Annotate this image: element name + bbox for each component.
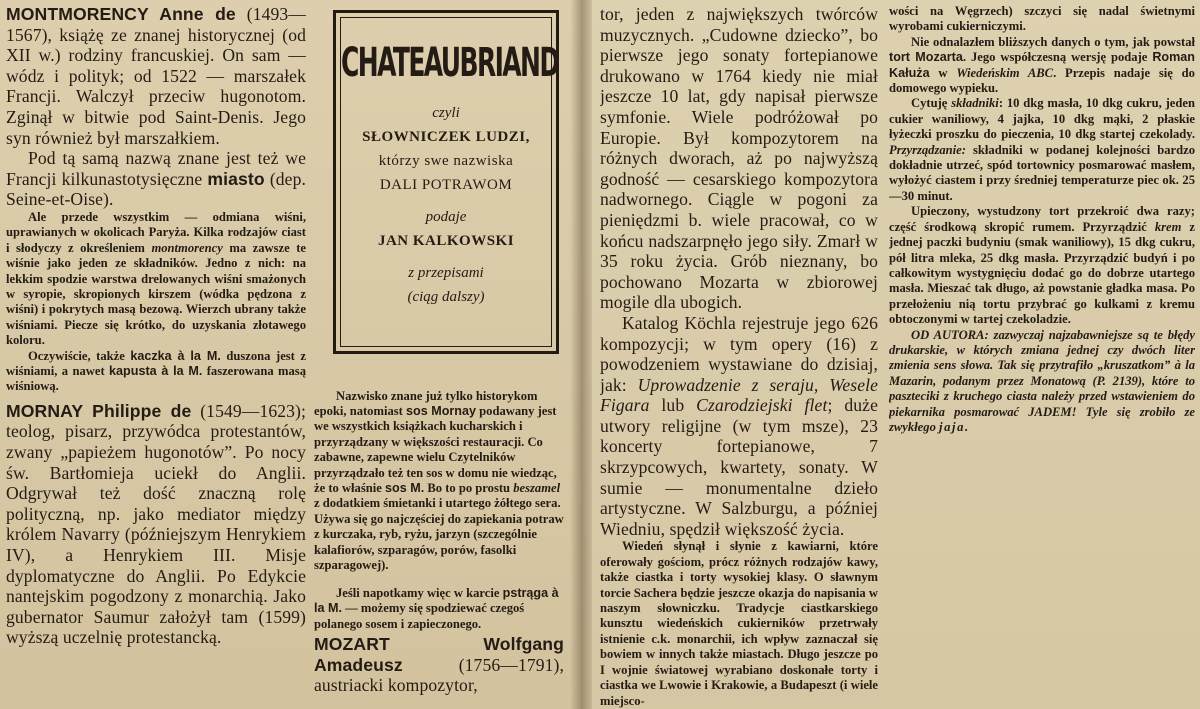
headword-montmorency: MONTMORENCY Anne de <box>6 4 236 24</box>
bold-run: sos M. <box>385 481 425 496</box>
text-run: Nie odnalazłem bliższych danych o tym, jak powstał <box>911 34 1195 49</box>
spaced-run: jaja <box>939 419 966 434</box>
book-gutter <box>570 0 592 709</box>
text-run: — możemy się spodziewać czegoś polanego sosem i zapieczonego. <box>314 601 525 631</box>
mozart-torte-intro <box>889 35 1195 97</box>
title-podaje: podaje <box>425 209 467 225</box>
text-run: . <box>965 419 969 434</box>
column-4 <box>889 4 1195 709</box>
italic-run: beszamel <box>513 481 561 496</box>
mornay-sauce <box>314 389 564 574</box>
montmorency-cherries <box>6 210 306 349</box>
hungary-text: wości na Węgrzech) szczyci się nadal świetnymi wyrobami cukierniczymi. <box>889 4 1195 34</box>
mornay-text: (1549—1623); teolog, pisarz, przywódca protestantów, zwany „papieżem hugonotów”. Po nocy św. Bartłomieja uciekł do Anglii. Odgrywał też dość znaczną rolę polityczną, np. jako mediator między królem Navarry (późniejszym Henrykiem IV), a Henrykiem III. Misje dyplomatyczne do Anglii. Po Edykcie nantejskim pogodzony z monarchią. Jako gubernator Saumur założył tam (1599) wyższą uczelnię protestancką. <box>6 400 306 648</box>
text-run: duszona jest z wiśniami, a nawet <box>6 348 306 378</box>
bold-run: sos Mornay <box>406 404 477 418</box>
bold-run: kaczka à la M. <box>130 348 221 363</box>
headword-mozart: MOZART Wolfgang Amadeusz <box>314 634 564 675</box>
italic-run: Przyrządzanie: <box>889 142 966 157</box>
mornay-trout <box>314 586 564 632</box>
mozart-bio: tor, jeden z największych twórców muzycznych. „Cudowne dziecko”, bo pierwsze jego sonaty fortepianowe drukowano w 1764 kiedy nie miał jeszcze 10 lat, gdy napisał pierwsze symfonie. Wiele podróżował po Europie. Był kompozytorem na różnych dworach, aż po najwyższą godność — cesarskiego kompozytora nadwornego. Ciągle w pogoni za pieniędzmi b. wiele pracował, co w końcu nadszarpnęło jego siły. Zmarł w 35 roku życia. Grób nieznany, bo pochowano Mozarta w zbiorowej mogile dla ubogich. <box>600 4 878 313</box>
recipe-cream <box>889 204 1195 327</box>
text-run: Upieczony, wystudzony tort przekroić dwa razy; część środkową skropić rumem. Przyrządzić <box>889 204 1195 234</box>
montmorency-text: (1493—1567), książę ze znanej historycznej (od XII w.) rodziny francuskiej. On sam — wódz i polityk; od 1522 — marszałek Francji. Walczył przeciw hugonotom. Zginął w bitwie pod Saint-Denis. Jego syn również był marszałkiem. <box>6 4 306 148</box>
mozart-head-text: (1756—1791), austriacki kompozytor, <box>314 654 564 696</box>
series-title: CHATEAUBRIAND <box>341 39 559 86</box>
montmorency-city <box>6 148 306 210</box>
text-run: ma zawsze te wiśnie jako jeden ze składników. Jedno z nich: na lekkim spodzie warstwa drelowanych wiśni smażonych w syropie, skropionych kirszem (wódka pędzona z wiśni) i pokrytych masą bezową. Wierzch ubrany także wiśniami. Piecze się krótko, do uzyskania złotawego koloru. <box>6 240 306 348</box>
column-3 <box>600 4 878 709</box>
text-run: Katalog Köchla rejestruje jego 626 kompozycji; w tym opery (16) z powodzeniem wystawiane do dzisiaj, jak: <box>600 312 878 395</box>
title-czyli: czyli <box>432 105 460 121</box>
text-run: : 10 dkg masła, 10 dkg cukru, jeden cukier waniliowy, 4 jajka, 10 dkg mąki, 2 płaskie łyżeczki proszku do pieczenia, 10 dkg startej czekolady. <box>889 96 1195 142</box>
italic-run: montmorency <box>151 240 223 255</box>
italic-run: Wiedeńskim ABC <box>956 65 1054 80</box>
vienna-cafes: Wiedeń słynął i słynie z kawiarni, które oferowały gościom, prócz różnych rodzajów kawy, także ciastka i torty wysokiej klasy. O sławnym torcie Sachera będzie jeszcze okazja do napisania w naszym słowniczku. Tradycje ciastkarskiego kunsztu wiedeńskich cukierników przetrwały istnienie c.k. monarchii, ich wpływ zaznaczał się bowiem w innych także miastach. Długo jeszcze po I wojnie światowej wyrabiano doskonałe torty i ciastka we Lwowie i Krakowie, a Budapeszt (i wiele miejsco- <box>600 539 878 708</box>
title-subtitle: SŁOWNICZEK LUDZI, <box>362 129 530 145</box>
bold-run: tort Mozarta <box>889 50 963 65</box>
column-2 <box>314 376 564 636</box>
text-run: Bo to po prostu <box>424 481 514 496</box>
text-run: faszerowana masą wiśniową. <box>6 364 306 394</box>
column-1 <box>6 4 306 709</box>
title-z-przepisami: z przepisami <box>408 265 484 281</box>
text-run: z dodatkiem śmietanki i utartego żółtego sera. Używa się go najczęściej do zapiekania potraw z kurczaka, ryb, ryżu, jarzyn (szczególnie kalafiorów, szparagów, porów, fasolki szparagowej). <box>314 496 564 573</box>
text-run: Oczywiście, także <box>28 348 131 363</box>
text-run: Nazwisko znane już tylko historykom epoki, natomiast <box>314 388 538 418</box>
italic-run: składniki <box>951 96 999 111</box>
italic-run: Uprowadzenie z seraju, Wesele Figara <box>600 374 878 416</box>
text-run: w <box>929 65 957 80</box>
column-2-bottom <box>314 634 564 709</box>
bold-run: miasto <box>207 168 265 189</box>
entry-mozart <box>314 634 564 696</box>
title-line2: którzy swe nazwiska <box>378 153 514 169</box>
text-run: lub <box>649 395 697 416</box>
title-line3: DALI POTRAWOM <box>379 177 513 193</box>
entry-mornay <box>6 401 306 648</box>
text-run: . Przepis nadaje się do domowego wypieku. <box>889 65 1195 96</box>
title-box-inner <box>340 17 559 347</box>
mozart-works <box>600 313 878 540</box>
author-note <box>889 328 1195 436</box>
text-run: Jeśli napotkamy więc w karcie <box>336 586 503 601</box>
italic-run: krem <box>1154 219 1182 234</box>
text-run: podawany jest we wszystkich książkach kucharskich i przyrządzany w większości restauracji. Co zabawne, zapewne wielu Czytelników przyrządzało też ten sos w domu nie wiedząc, że to właśnie <box>314 404 557 496</box>
text-run: (dep. Seine-et-Oise). <box>6 168 306 210</box>
series-title-box <box>333 10 559 354</box>
italic-run: Czarodziejski flet <box>696 395 828 416</box>
text-run: Pod tą samą nazwą znane jest też we Francji kilkunastotysięczne <box>6 148 306 189</box>
bold-run: kapusta à la M. <box>109 364 203 378</box>
bold-run: Roman Kałuża <box>889 50 1195 80</box>
entry-montmorency <box>6 4 306 148</box>
title-ciag: (ciąg dalszy) <box>407 289 485 305</box>
recipe-ingredients <box>889 96 1195 204</box>
headword-mornay: MORNAY Philippe de <box>6 400 192 421</box>
text-run: Ale przede wszystkim — odmiana wiśni, uprawianych w okolicach Paryża. Kilka rodzajów ciast i słodyczy z określeniem <box>6 209 306 255</box>
text-run: . Jego współczesną wersję podaje <box>962 50 1153 65</box>
text-run: z jednej paczki budyniu (smak waniliowy), 15 dkg cukru, pół litra mleka, 25 dkg masła. Przyrządzić budyń i po całkowitym wystygnięciu dodać go do dobrze utartego masła. Mieszać tak długo, aż powstanie gładka masa. Po przełożeniu nią tortu przybrać go kulkami z kremu obtoczonymi w tartej czekoladzie. <box>889 219 1195 327</box>
text-run: Cytuję <box>911 96 952 111</box>
bold-run: pstrąga à la M. <box>314 586 559 616</box>
text-run: składniki w podanej kolejności bardzo dokładnie utrzeć, spód tortownicy posmarować masłem, wyłożyć ciastem i przy średniej temperaturze piec ok. 25—30 minut. <box>889 142 1195 203</box>
title-author: JAN KALKOWSKI <box>377 233 515 249</box>
text-run: ; duże utwory religijne (w tym msze), 23 koncerty fortepianowe, 7 skrzypcowych, kwartety, sonaty. W sumie — monumentalne dzieło artystyczne. W Salzburgu, a później Wiedniu, spędził większość życia. <box>600 395 878 539</box>
text-run: OD AUTORA: zazwyczaj najzabawniejsze są te błędy drukarskie, w których zmiana jednej czy dwóch liter zmienia sens słowa. Tak się przytrafiło „kruszatkom” à la Mazarin, podanym przez Monatową (P. 2139), które to paszteciki z kruchego ciasta należy przed wstawieniem do piekarnika posmarować JADEM! Tyle się zrobiło ze zwykłego <box>889 327 1195 434</box>
montmorency-duck <box>6 349 306 395</box>
